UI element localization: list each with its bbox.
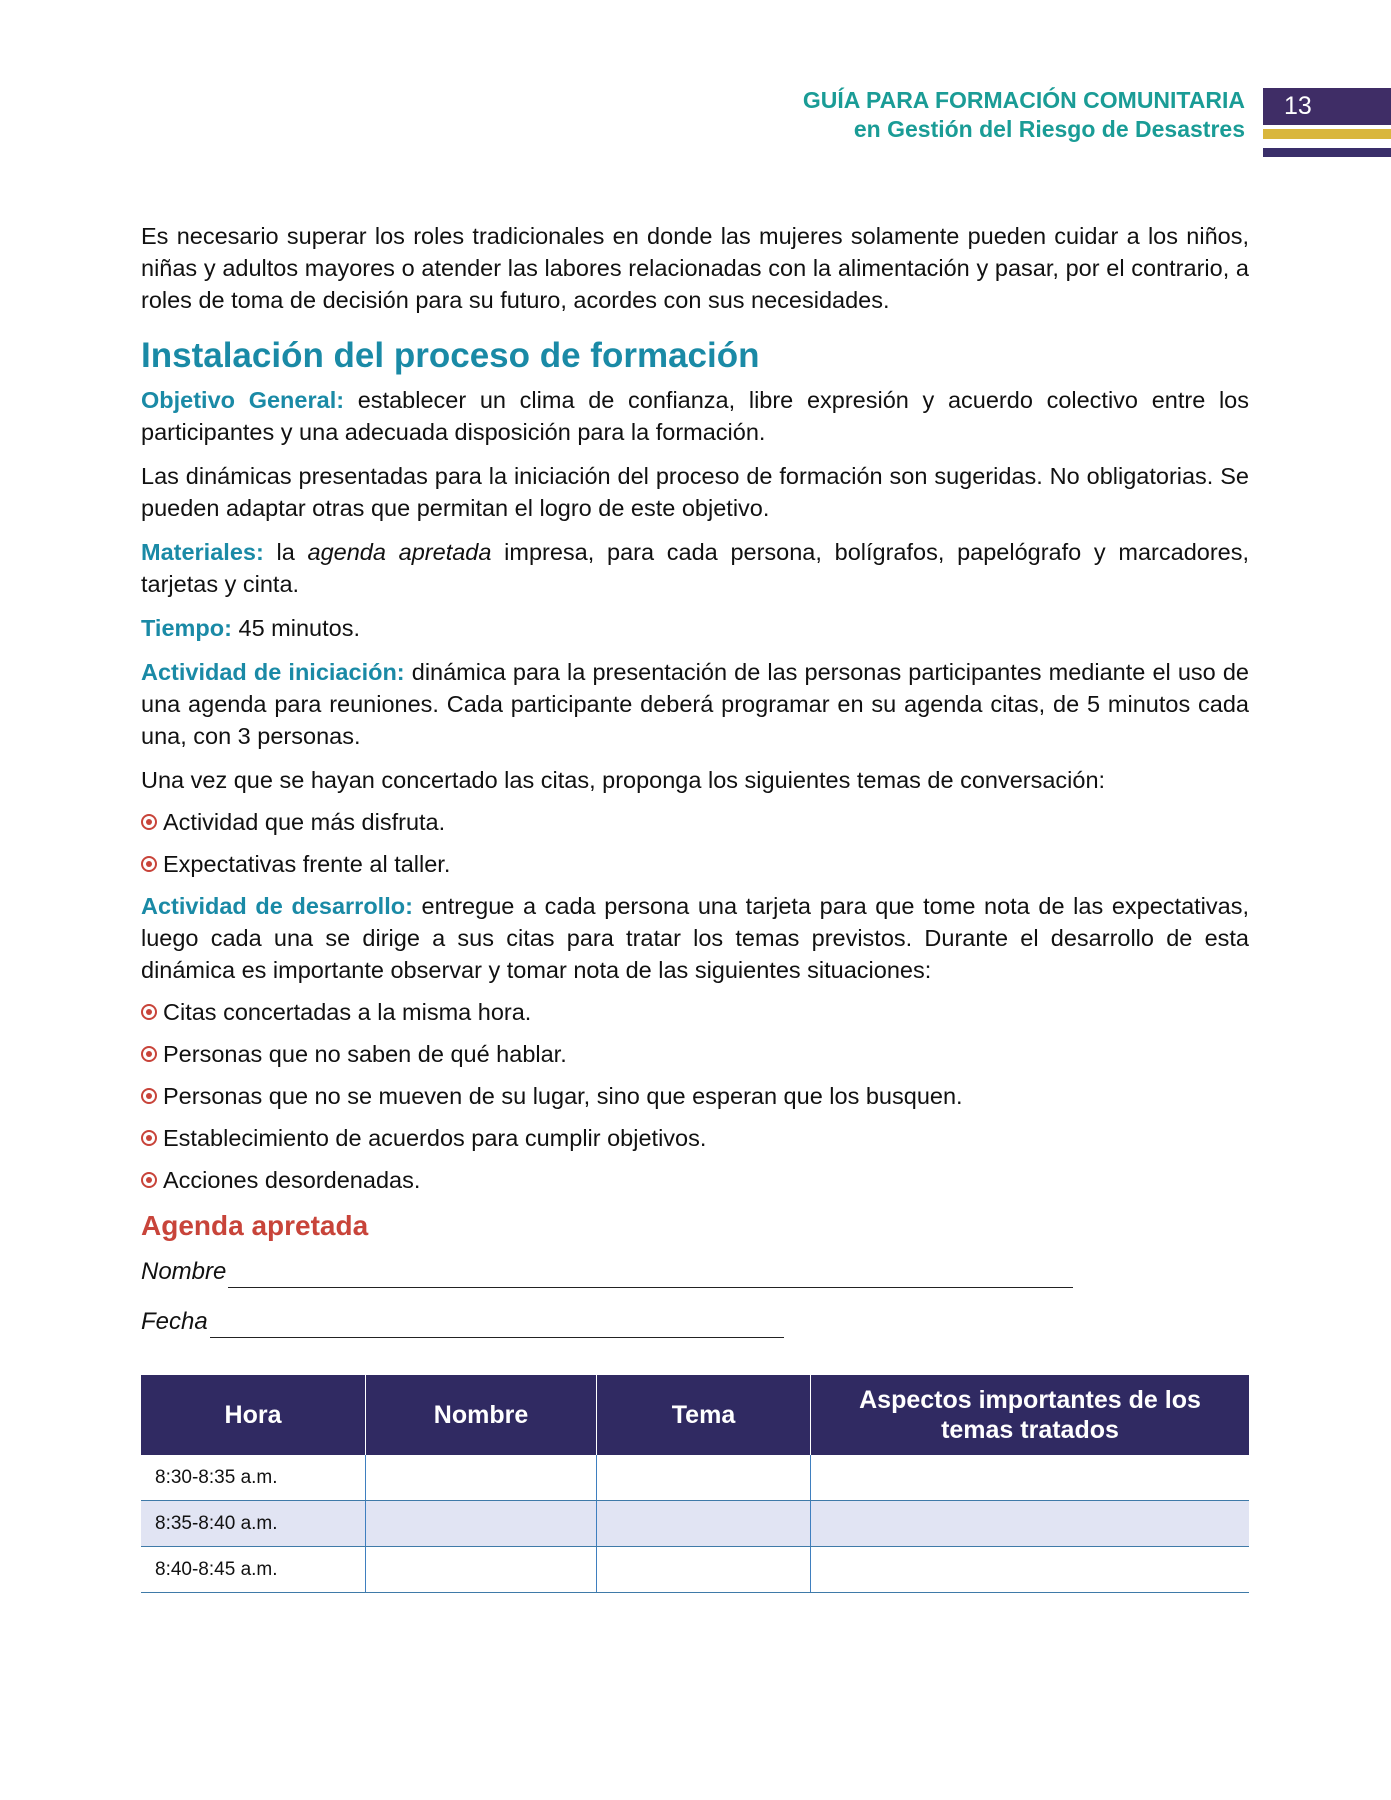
materiales-label: Materiales: [141, 539, 264, 565]
aspectos-cell[interactable] [811, 1455, 1250, 1501]
list-item: Establecimiento de acuerdos para cumplir objetivos. [141, 1122, 1249, 1154]
col-nombre: Nombre [366, 1375, 597, 1455]
temas-intro: Una vez que se hayan concertado las citas, proponga los siguientes temas de conversación: [141, 767, 1106, 793]
nombre-line[interactable] [228, 1265, 1073, 1288]
hora-cell: 8:40-8:45 a.m. [141, 1547, 366, 1593]
table-row [141, 1455, 1249, 1501]
hora-cell: 8:35-8:40 a.m. [141, 1501, 366, 1547]
objetivo-label: Objetivo General: [141, 387, 345, 413]
tema-cell[interactable] [597, 1501, 811, 1547]
circle-bullet-icon [141, 856, 157, 872]
iniciacion-paragraph: Actividad de iniciación: dinámica para la presentación de las personas participantes mediante el uso de una agenda para reuniones. Cada participante deberá programar en su agenda citas, de 5 minutos cada una, con 3 personas. [141, 659, 1249, 749]
circle-bullet-icon [141, 1088, 157, 1104]
page-number-bar [1263, 88, 1391, 125]
section-heading: Instalación del proceso de formación [141, 336, 760, 375]
desarrollo-label: Actividad de desarrollo: [141, 893, 413, 919]
nombre-cell[interactable] [366, 1501, 597, 1547]
circle-bullet-icon [141, 1172, 157, 1188]
guide-title [803, 86, 1245, 144]
tiempo-paragraph: Tiempo: 45 minutos. [141, 615, 360, 641]
fecha-label: Fecha [141, 1308, 208, 1335]
col-hora: Hora [141, 1375, 366, 1455]
decorative-navy-bar [1263, 148, 1391, 157]
circle-bullet-icon [141, 1130, 157, 1146]
table-row [141, 1501, 1249, 1547]
fecha-line[interactable] [210, 1315, 784, 1338]
circle-bullet-icon [141, 1046, 157, 1062]
iniciacion-label: Actividad de iniciación: [141, 659, 405, 685]
decorative-gold-bar [1263, 129, 1391, 139]
guide-title-line1: GUÍA PARA FORMACIÓN COMUNITARIA [802, 87, 1245, 113]
list-item: Personas que no saben de qué hablar. [141, 1038, 1249, 1070]
list-item: Expectativas frente al taller. [141, 848, 1249, 880]
circle-bullet-icon [141, 814, 157, 830]
dinamicas-note: Las dinámicas presentadas para la iniciación del proceso de formación son sugeridas. No obligatorias. Se pueden adaptar otras que permitan el logro de este objetivo. [141, 463, 1249, 521]
nombre-cell[interactable] [366, 1547, 597, 1593]
situaciones-list [141, 996, 1249, 1196]
page-content [141, 220, 1249, 1338]
fecha-field[interactable] [141, 1306, 1249, 1338]
agenda-table [141, 1375, 1249, 1593]
tiempo-label: Tiempo: [141, 615, 232, 641]
list-item: Citas concertadas a la misma hora. [141, 996, 1249, 1028]
temas-list [141, 806, 1249, 880]
nombre-label: Nombre [141, 1258, 227, 1285]
page-number: 13 [1284, 92, 1312, 120]
desarrollo-paragraph: Actividad de desarrollo: entregue a cada persona una tarjeta para que tome nota de las expectativas, luego cada una se dirige a sus citas para tratar los temas previstos. Durante el desarrollo de esta dinámica es importante observar y tomar nota de las siguientes situaciones: [141, 893, 1250, 983]
tema-cell[interactable] [597, 1547, 811, 1593]
list-item: Acciones desordenadas. [141, 1164, 1249, 1196]
agenda-heading: Agenda apretada [141, 1210, 369, 1241]
aspectos-cell[interactable] [811, 1501, 1250, 1547]
guide-title-line2: en Gestión del Riesgo de Desastres [853, 116, 1245, 142]
col-aspectos: Aspectos importantes de los temas tratados [811, 1375, 1250, 1455]
nombre-field[interactable] [141, 1256, 1249, 1288]
hora-cell: 8:30-8:35 a.m. [141, 1455, 366, 1501]
list-item: Actividad que más disfruta. [141, 806, 1249, 838]
aspectos-cell[interactable] [811, 1547, 1250, 1593]
list-item: Personas que no se mueven de su lugar, sino que esperan que los busquen. [141, 1080, 1249, 1112]
table-row [141, 1547, 1249, 1593]
col-tema: Tema [597, 1375, 811, 1455]
materiales-paragraph: Materiales: la agenda apretada impresa, para cada persona, bolígrafos, papelógrafo y marcadores, tarjetas y cinta. [141, 539, 1250, 597]
intro-paragraph: Es necesario superar los roles tradicionales en donde las mujeres solamente pueden cuidar a los niños, niñas y adultos mayores o atender las labores relacionadas con la alimentación y pasar, por el contrario, a roles de toma de decisión para su futuro, acordes con sus necesidades. [141, 223, 1249, 313]
nombre-cell[interactable] [366, 1455, 597, 1501]
circle-bullet-icon [141, 1004, 157, 1020]
table-header-row [141, 1375, 1249, 1455]
tema-cell[interactable] [597, 1455, 811, 1501]
objetivo-paragraph: Objetivo General: establecer un clima de confianza, libre expresión y acuerdo colectivo entre los participantes y una adecuada disposición para la formación. [141, 387, 1249, 445]
